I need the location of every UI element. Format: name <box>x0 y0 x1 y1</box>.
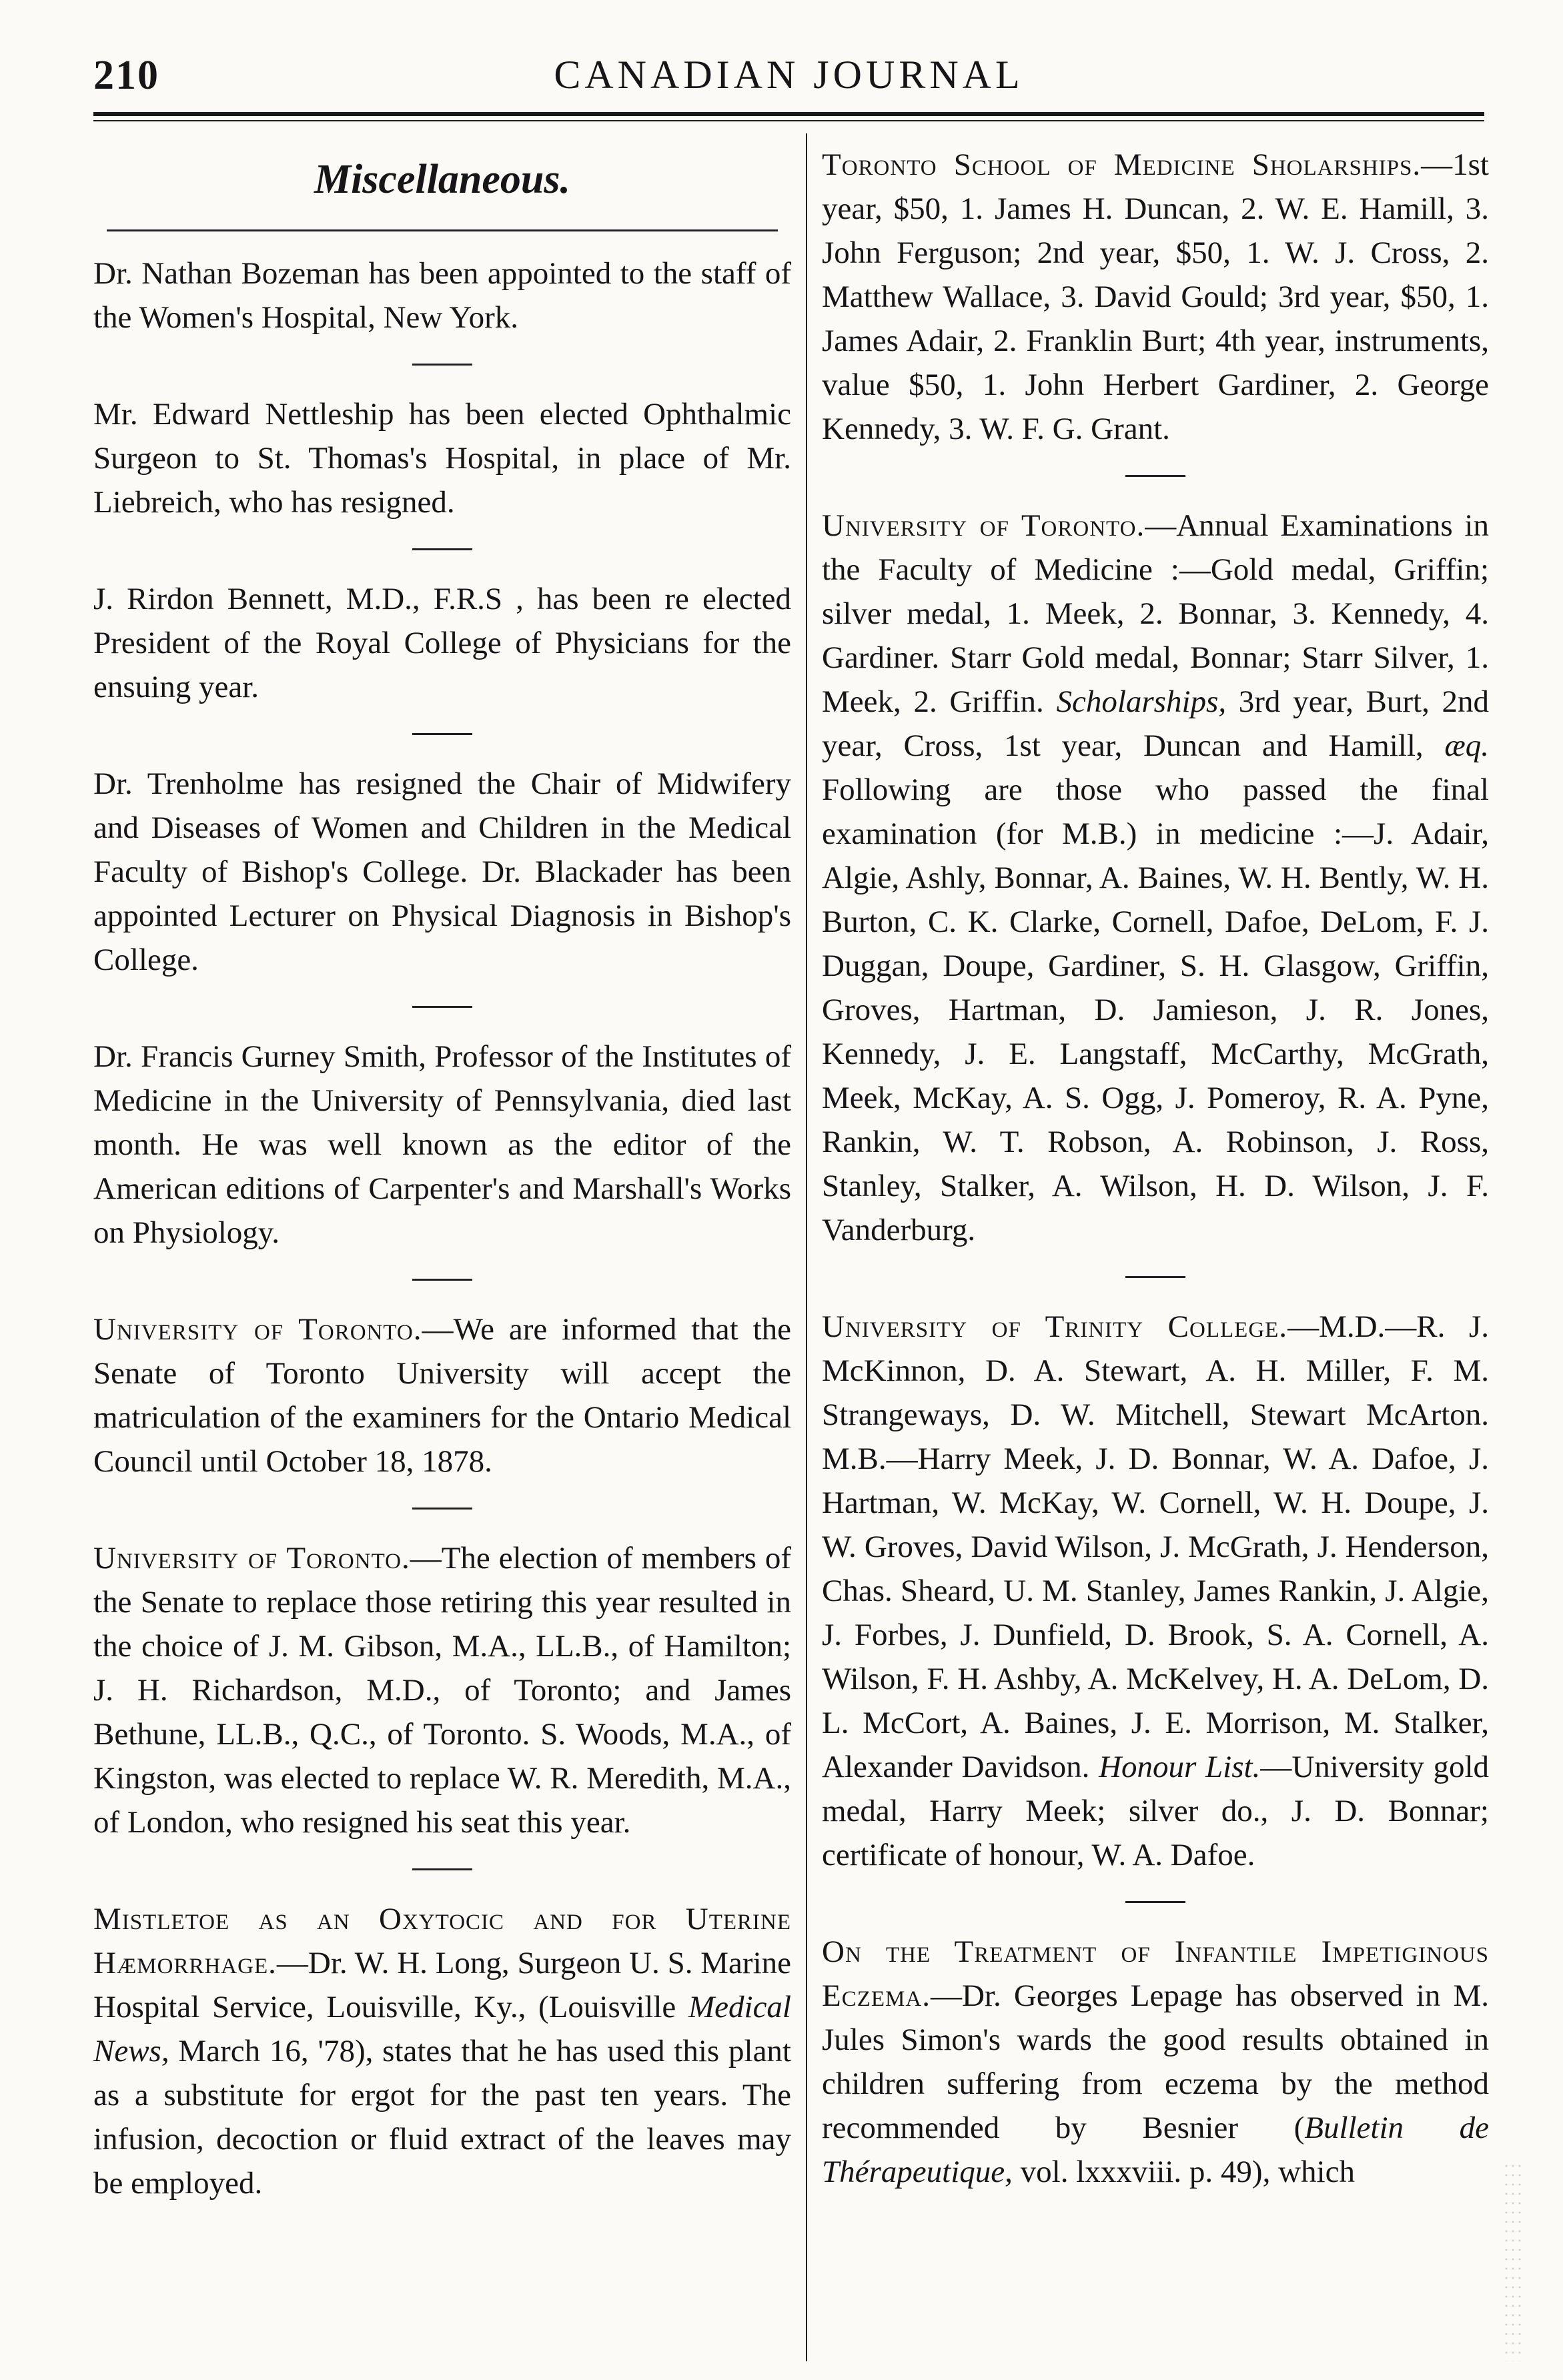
item-text: —The election of members of the Senate to replace those retiring this year resulted in the choice of J. M. Gibson, M.A., LL.B., of Hamilton; J. H. Richardson, M.D., of Toronto; and James Bethune, LL.B., Q.C., of Toronto. S. Woods, M.A., of Kingston, was elected to replace W. R. Meredith, M.A., of London, who resigned his seat this year. <box>93 1541 791 1840</box>
heading-rule <box>107 229 778 231</box>
news-item-toronto-exams <box>822 504 1489 1252</box>
news-item-eczema <box>822 1930 1489 2194</box>
page-number: 210 <box>93 53 159 98</box>
item-text: Following are those who passed the final examination (for M.B.) in medicine :—J. Adair, Algie, Ashly, Bonnar, A. Baines, W. H. Bently, W. H. Burton, C. K. Clarke, Cornell, Dafoe, DeLom, F. J. Duggan, Doupe, Gardiner, S. H. Glasgow, Griffin, Groves, Hartman, D. Jamieson, J. R. Jones, Kennedy, J. E. Langstaff, McCarthy, McGrath, Meek, McKay, A. S. Ogg, J. Pomeroy, R. A. Pyne, Rankin, W. T. Robson, A. Robinson, J. Ross, Stanley, Stalker, A. Wilson, H. D. Wilson, J. F. Vanderburg. <box>822 772 1489 1247</box>
news-item-trenholme: Dr. Trenholme has resigned the Chair of Midwifery and Diseases of Women and Children in the Medical Faculty of Bishop's College. Dr. Blackader has been appointed Lecturer on Physical Diagnosis in Bishop's College. <box>93 766 791 977</box>
news-item-toronto-matriculation <box>93 1307 791 1483</box>
item-title: Mistletoe as an Oxytocic and for Uterine Hæmorrhage. <box>93 1902 791 1980</box>
running-title: CANADIAN JOURNAL <box>554 53 1024 97</box>
journal-name: Bulletin de Thérapeutique, <box>822 2111 1489 2189</box>
news-item-bozeman: Dr. Nathan Bozeman has been appointed to the staff of the Women's Hospital, New York. <box>93 256 791 335</box>
separator <box>412 1279 472 1281</box>
item-title: University of Toronto. <box>93 1312 422 1347</box>
column-divider <box>806 133 807 2361</box>
item-text: March 16, '78), states that he has used this plant as a substitute for ergot for the past ten years. The infusion, decoction or fluid extract of the leaves may be employed. <box>93 2034 791 2201</box>
print-speckle <box>1503 2161 1523 2361</box>
news-item-mistletoe <box>93 1897 791 2205</box>
separator <box>412 364 472 366</box>
journal-name: Medical News, <box>93 1990 791 2068</box>
news-item-bennett: J. Rirdon Bennett, M.D., F.R.S , has been re elected President of the Royal College of Physicians for the ensuing year. <box>93 582 791 704</box>
item-title: Toronto School of Medicine Sholarships. <box>822 147 1422 182</box>
news-item-toronto-senate <box>93 1536 791 1844</box>
header-rule-thin <box>93 120 1484 121</box>
news-item-scholarships <box>822 143 1489 451</box>
section-heading: Miscellaneous. <box>314 157 571 202</box>
separator <box>412 1868 472 1870</box>
right-column <box>822 143 1489 2194</box>
left-column <box>93 143 791 2205</box>
separator <box>412 1508 472 1510</box>
separator <box>1125 1276 1185 1278</box>
item-text: 3rd year, Burt, 2nd year, Cross, 1st year, Duncan and Hamill, <box>822 684 1489 763</box>
separator <box>412 733 472 735</box>
item-title: University of Toronto. <box>93 1541 410 1576</box>
item-text: —Dr. Georges Lepage has observed in M. Jules Simon's wards the good results obtained in children suffering from eczema by the method recommended by Besnier ( <box>822 1978 1489 2145</box>
item-text: —M.D.—R. J. McKinnon, D. A. Stewart, A. H. Miller, F. M. Strangeways, D. W. Mitchell, Stewart McArton. M.B.—Harry Meek, J. D. Bonnar, W. A. Dafoe, J. Hartman, W. McKay, W. Cornell, W. H. Doupe, J. W. Groves, David Wilson, J. McGrath, J. Henderson, Chas. Sheard, U. M. Stanley, James Rankin, J. Algie, J. Forbes, J. Dunfield, D. Brook, S. A. Cornell, A. Wilson, F. H. Ashby, A. McKelvey, H. A. DeLom, D. L. McCort, A. Baines, J. E. Morrison, M. Stalker, Alexander Davidson. <box>822 1309 1490 1784</box>
italic-label: æq. <box>1444 728 1489 763</box>
news-item-trinity <box>822 1305 1489 1877</box>
item-text: —We are informed that the Senate of Toronto University will accept the matriculation of the examiners for the Ontario Medical Council until October 18, 1878. <box>93 1312 791 1479</box>
item-text: —Dr. W. H. Long, Surgeon U. S. Marine Hospital Service, Louisville, Ky., (Louisville <box>93 1946 791 2024</box>
separator <box>1125 475 1185 477</box>
item-text: —Annual Examinations in the Faculty of Medicine :—Gold medal, Griffin; silver medal, 1. Meek, 2. Bonnar, 3. Kennedy, 4. Gardiner. Starr Gold medal, Bonnar; Starr Silver, 1. Meek, 2. Griffin. <box>822 508 1489 719</box>
item-text: vol. lxxxviii. p. 49), which <box>1012 2155 1355 2189</box>
item-title: University of Toronto. <box>822 508 1145 543</box>
separator <box>412 548 472 550</box>
item-title: On the Treatment of Infantile Impetiginous Eczema. <box>822 1934 1489 2013</box>
news-item-smith: Dr. Francis Gurney Smith, Professor of the Institutes of Medicine in the University of Pennsylvania, died last month. He was well known as the editor of the American editions of Carpenter's and Marshall's Works on Physiology. <box>93 1039 791 1250</box>
running-header <box>93 52 1484 107</box>
item-text: —University gold medal, Harry Meek; silver do., J. D. Bonnar; certificate of honour, W. A. Dafoe. <box>822 1750 1490 1872</box>
separator <box>412 1006 472 1008</box>
item-title: University of Trinity College. <box>822 1309 1288 1344</box>
news-item-nettleship: Mr. Edward Nettleship has been elected Ophthalmic Surgeon to St. Thomas's Hospital, in place of Mr. Liebreich, who has resigned. <box>93 397 791 520</box>
header-rule-thick <box>93 112 1484 116</box>
italic-label: Scholarships, <box>1056 684 1227 719</box>
separator <box>1125 1901 1185 1903</box>
italic-label: Honour List. <box>1099 1750 1261 1784</box>
item-text: —1st year, $50, 1. James H. Duncan, 2. W. E. Hamill, 3. John Ferguson; 2nd year, $50, 1. W. J. Cross, 2. Matthew Wallace, 3. David Gould; 3rd year, $50, 1. James Adair, 2. Franklin Burt; 4th year, instruments, value $50, 1. John Herbert Gardiner, 2. George Kennedy, 3. W. F. G. Grant. <box>822 147 1489 446</box>
